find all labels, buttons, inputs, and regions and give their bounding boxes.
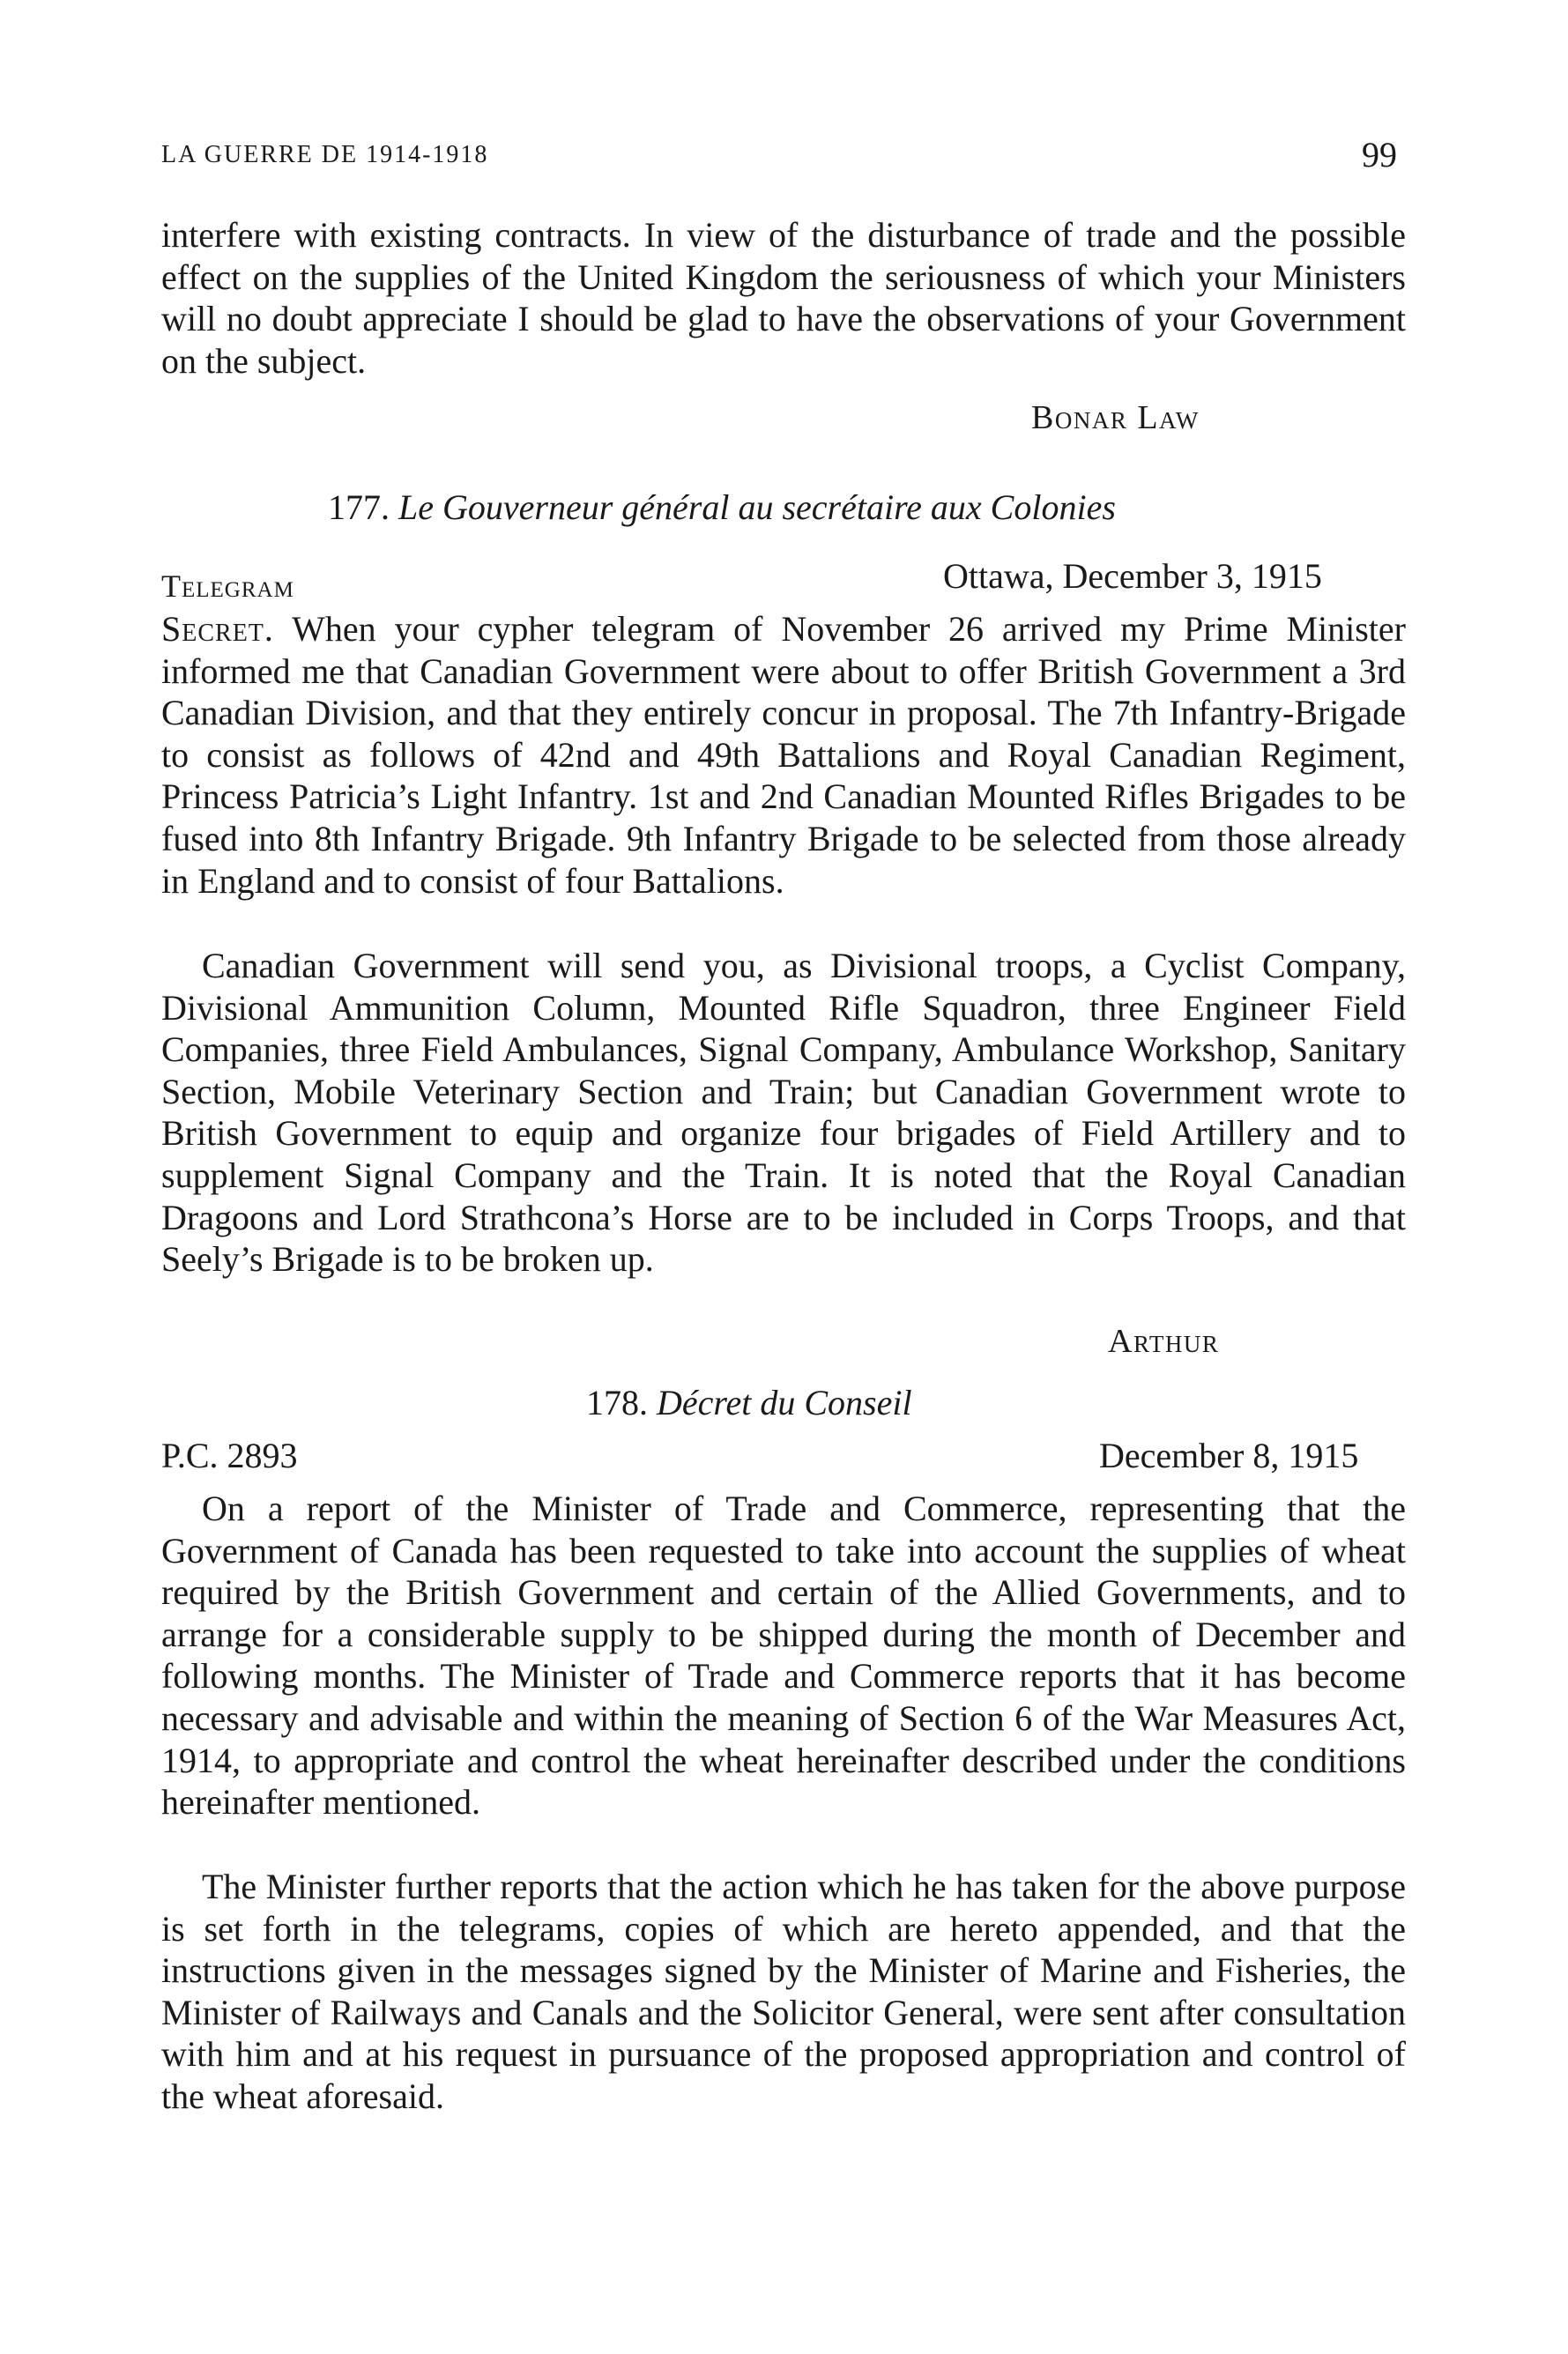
doc-178-order-number: P.C. 2893 [161,1436,298,1475]
doc-177-type: Telegram [161,568,294,604]
doc-178-heading [586,1382,912,1423]
signature-bonar-law: Bonar Law [1031,399,1200,436]
signature-arthur: Arthur [1108,1323,1220,1360]
doc-178-paragraph-1: On a report of the Minister of Trade and Commerce, representing that the Government of Canada has been requested to take into account the supplies of wheat required by the British Government and certain of the Allied Governments, and to arrange for a considerable supply to be shipped during the month of December and following months. The Minister of Trade and Commerce reports that it has become necessary and advisable and within the meaning of Section 6 of the War Measures Act, 1914, to appropriate and control the wheat hereinafter described under the conditions hereinafter mentioned. [161,1489,1406,1823]
page-number: 99 [1362,135,1397,175]
running-title: LA GUERRE DE 1914-1918 [161,141,489,168]
doc-177-paragraph-1-text: When your cypher telegram of November 26 arrived my Prime Minister informed me that Canadian Government were about to offer British Government a 3rd Canadian Division, and that they entirely concur in proposal. The 7th Infantry-Brigade to consist as follows of 42nd and 49th Battalions and Royal Canadian Regiment, Princess Patricia’s Light Infantry. 1st and 2nd Canadian Mounted Rifles Brigades to be fused into 8th Infantry Brigade. 9th Infantry Brigade to be selected from those already in England and to consist of four Battalions. [161,609,1406,901]
doc-177-paragraph-1 [161,608,1406,902]
doc-177-title: Le Gouverneur général au secrétaire aux Colonies [398,487,1116,527]
doc-178-title: Décret du Conseil [657,1383,912,1422]
doc-177-lead-word: Secret. [161,609,274,649]
doc-177-number: 177. [328,487,390,527]
doc-178-paragraph-2: The Minister further reports that the action which he has taken for the above purpose is set forth in the telegrams, copies of which are hereto appended, and that the instructions given in the messages signed by the Minister of Marine and Fisheries, the Minister of Railways and Canals and the Solicitor General, were sent after consultation with him and at his request in pursuance of the proposed appropriation and control of the wheat aforesaid. [161,1867,1406,2116]
doc-178-date: December 8, 1915 [1099,1436,1359,1475]
doc-177-paragraph-2: Canadian Government will send you, as Divisional troops, a Cyclist Company, Divisional Ammunition Column, Mounted Rifle Squadron, three Engineer Field Companies, three Field Ambulances, Signal Company, Ambulance Workshop, Sanitary Section, Mobile Veterinary Section and Train; but Canadian Government wrote to British Government to equip and organize four brigades of Field Artillery and to supplement Signal Company and the Train. It is noted that the Royal Canadian Dragoons and Lord Strathcona’s Horse are to be included in Corps Troops, and that Seely’s Brigade is to be broken up. [161,946,1406,1280]
doc-178-number: 178. [586,1383,648,1422]
continuation-paragraph: interfere with existing contracts. In view of the disturbance of trade and the possible effect on the supplies of the United Kingdom the seriousness of which your Ministers will no doubt appreciate I should be glad to have the observations of your Government on the subject. [161,215,1406,381]
doc-177-place-date: Ottawa, December 3, 1915 [943,556,1322,596]
doc-177-heading [328,486,1116,528]
